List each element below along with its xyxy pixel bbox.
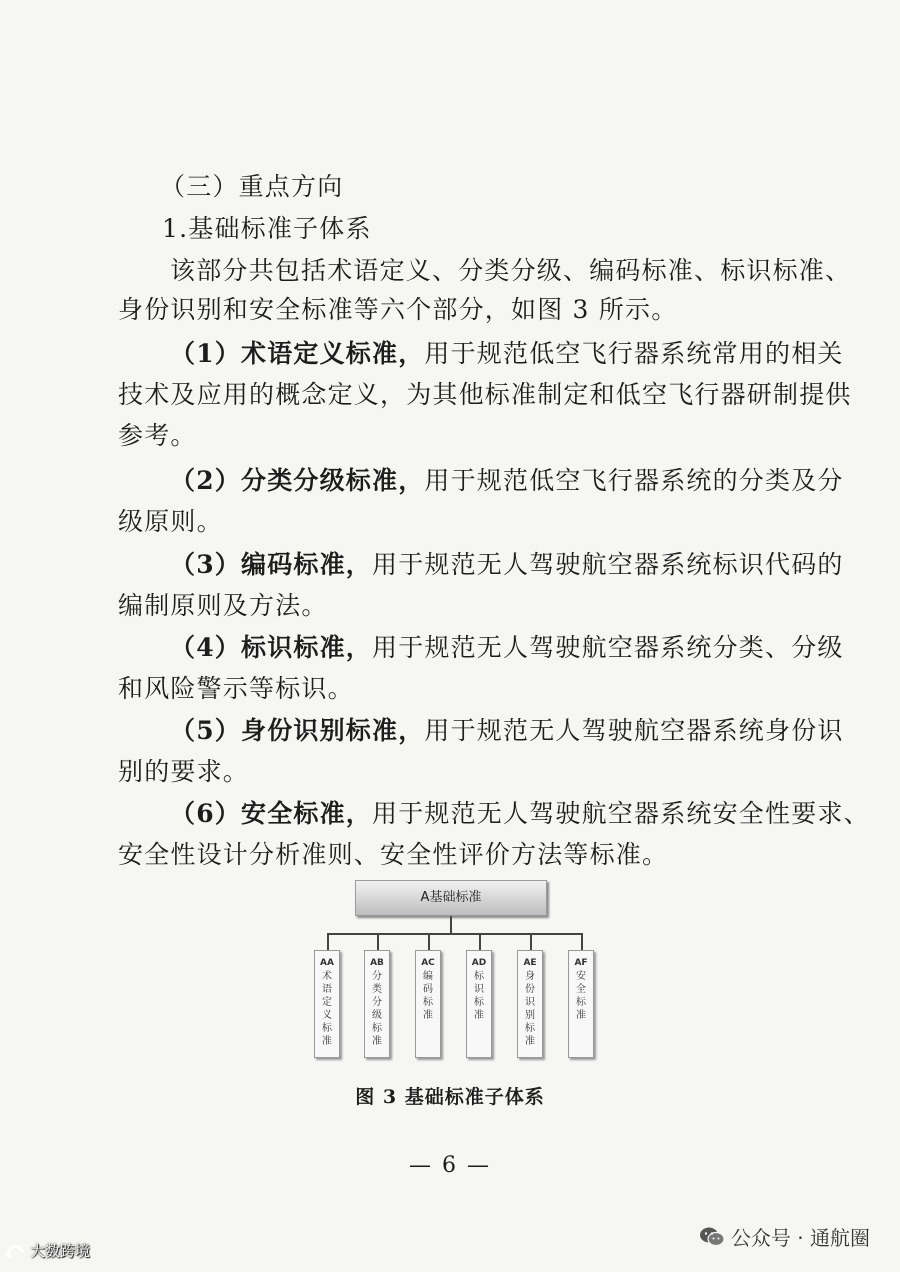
corner-watermark <box>4 1240 90 1261</box>
item-1-label: （1）术语定义标准， <box>170 339 425 368</box>
child-code: AD <box>471 958 487 968</box>
child-code: AF <box>574 958 588 968</box>
child-text: 标识标准 <box>474 971 484 1021</box>
wechat-icon <box>699 1226 725 1248</box>
item-1-line-3: 参考。 <box>118 421 197 450</box>
diagram-root-box: A基础标准 <box>355 880 547 916</box>
item-1-text: 用于规范低空飞行器系统常用的相关 <box>424 339 844 368</box>
child-code: AA <box>320 958 334 968</box>
item-1-line-1 <box>170 337 844 371</box>
root-connector <box>450 916 452 934</box>
child-connector <box>530 933 532 950</box>
horizontal-connector <box>327 933 583 935</box>
item-5-line-2: 别的要求。 <box>118 757 250 786</box>
item-3-label: （3）编码标准， <box>170 550 372 579</box>
child-text: 安全标准 <box>576 971 586 1021</box>
item-3-text: 用于规范无人驾驶航空器系统标识代码的 <box>372 550 844 579</box>
item-1-line-2: 技术及应用的概念定义，为其他标准制定和低空飞行器研制提供 <box>118 380 852 409</box>
diagram-child-aa <box>314 950 340 1058</box>
child-text: 编码标准 <box>423 971 433 1021</box>
item-2-line-1 <box>170 464 844 498</box>
child-text: 身份识别标准 <box>525 971 535 1047</box>
child-connector <box>327 933 329 950</box>
item-2-text: 用于规范低空飞行器系统的分类及分 <box>424 466 844 495</box>
child-code: AC <box>421 958 435 968</box>
diagram-child-ad <box>466 950 492 1058</box>
item-4-line-2: 和风险警示等标识。 <box>118 674 354 703</box>
basic-standards-diagram <box>300 880 610 1065</box>
wechat-watermark <box>699 1222 870 1251</box>
item-4-label: （4）标识标准， <box>170 633 372 662</box>
intro-line-2: 身份识别和安全标准等六个部分，如图 3 所示。 <box>118 295 678 324</box>
corner-watermark-text: 大数跨境 <box>30 1242 91 1260</box>
diagram-child-ab <box>364 950 390 1058</box>
item-6-line-2: 安全性设计分析准则、安全性评价方法等标准。 <box>118 840 669 869</box>
diagram-child-ac <box>415 950 441 1058</box>
child-text: 术语定义标准 <box>322 971 332 1047</box>
page-number: — 6 — <box>409 1153 491 1178</box>
diagram-child-ae <box>517 950 543 1058</box>
child-connector <box>377 933 379 950</box>
child-text: 分类分级标准 <box>372 971 382 1047</box>
item-3-line-2: 编制原则及方法。 <box>118 591 328 620</box>
item-3-line-1 <box>170 548 844 582</box>
item-5-label: （5）身份识别标准， <box>170 716 425 745</box>
child-code: AE <box>523 958 537 968</box>
child-connector <box>428 933 430 950</box>
item-6-text: 用于规范无人驾驶航空器系统安全性要求、 <box>372 799 870 828</box>
child-connector <box>479 933 481 950</box>
item-6-label: （6）安全标准， <box>170 799 372 828</box>
logo-icon <box>4 1242 26 1260</box>
subsection-heading: 1.基础标准子体系 <box>162 214 372 243</box>
item-4-text: 用于规范无人驾驶航空器系统分类、分级 <box>372 633 844 662</box>
watermark-text: 公众号 · 通航圈 <box>730 1226 870 1250</box>
item-5-text: 用于规范无人驾驶航空器系统身份识 <box>424 716 844 745</box>
section-heading: （三）重点方向 <box>160 172 344 201</box>
diagram-child-af <box>568 950 594 1058</box>
item-2-label: （2）分类分级标准， <box>170 466 425 495</box>
figure-caption: 图 3 基础标准子体系 <box>355 1086 545 1108</box>
item-2-line-2: 级原则。 <box>118 507 223 536</box>
child-connector <box>581 933 583 950</box>
item-4-line-1 <box>170 631 844 665</box>
child-code: AB <box>370 958 384 968</box>
intro-line-1: 该部分共包括术语定义、分类分级、编码标准、标识标准、 <box>170 256 852 285</box>
item-5-line-1 <box>170 714 844 748</box>
item-6-line-1 <box>170 797 870 831</box>
